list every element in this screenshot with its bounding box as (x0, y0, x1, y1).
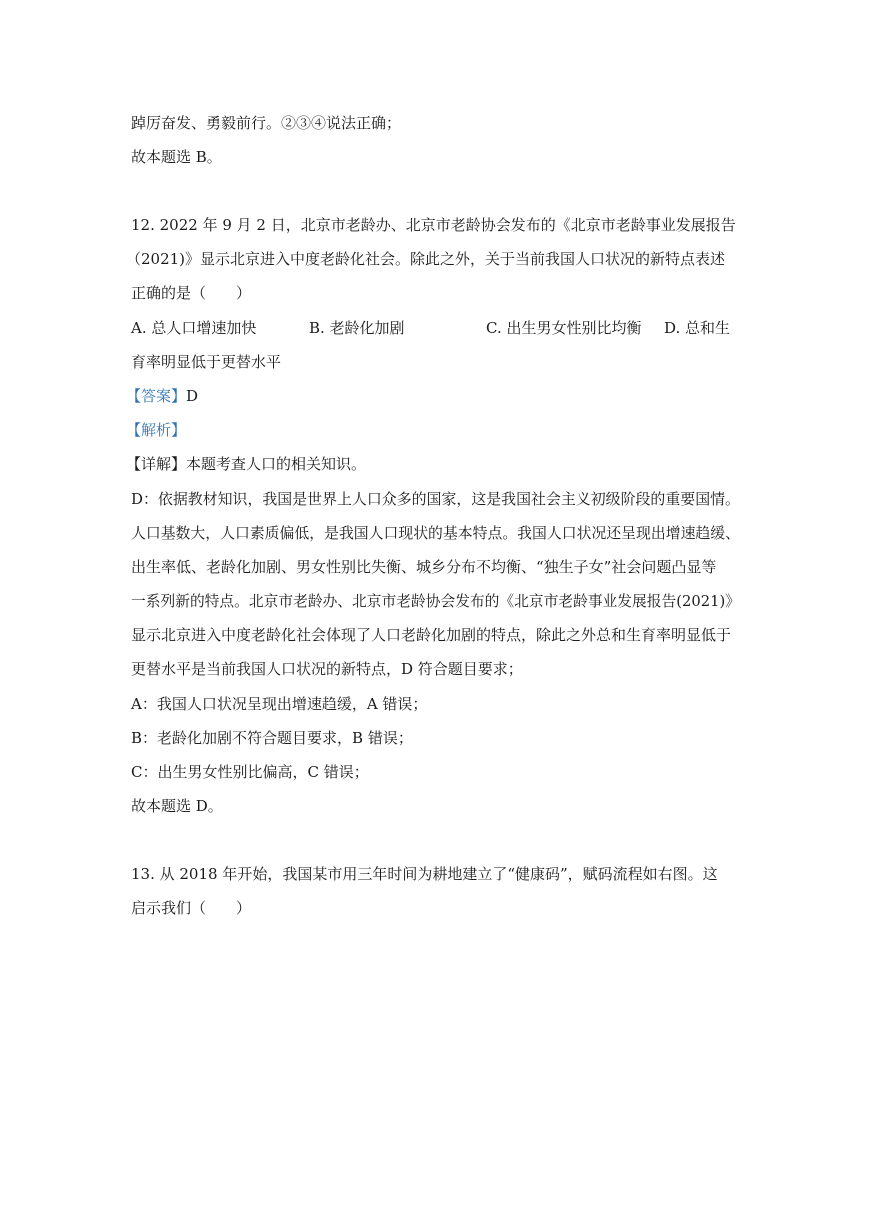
q12-stem-line-1: 12. 2022 年 9 月 2 日，北京市老龄办、北京市老龄协会发布的《北京市老龄事业发展报告 (131, 216, 736, 234)
q12-analysis-tag: 【解析】 (126, 421, 187, 439)
q12-explain-line-4: 一系列新的特点。北京市老龄办、北京市老龄协会发布的《北京市老龄事业发展报告(2021)》 (131, 592, 740, 610)
q12-stem-line-3: 正确的是（ ） (131, 284, 252, 302)
answer-tag: 【答案】 (126, 387, 187, 405)
q12-option-a: A. 总人口增速加快 (131, 319, 257, 337)
q12-option-c: C. 出生男女性别比均衡 (486, 319, 642, 337)
q12-option-b: B. 老龄化加剧 (309, 319, 405, 337)
q12-stem-line-2: （2021)》显示北京进入中度老龄化社会。除此之外，关于当前我国人口状况的新特点表述 (126, 250, 726, 268)
q12-answer (126, 386, 198, 406)
q12-explain-c: C：出生男女性别比偏高，C 错误； (131, 763, 369, 781)
q12-explain-line-2: 人口基数大，人口素质偏低，是我国人口现状的基本特点。我国人口状况还呈现出增速趋缓、 (131, 524, 740, 542)
q13-stem-line-1: 13. 从 2018 年开始，我国某市用三年时间为耕地建立了“健康码”，赋码流程如右图。这 (131, 865, 718, 883)
q12-detail: 【详解】本题考查人口的相关知识。 (126, 455, 367, 473)
q12-option-d: D. 总和生 (664, 319, 731, 337)
q12-explain-line-6: 更替水平是当前我国人口状况的新特点，D 符合题目要求； (131, 660, 523, 678)
q12-explain-a: A：我国人口状况呈现出增速趋缓，A 错误； (131, 695, 428, 713)
answer-value: D (186, 387, 199, 405)
q12-explain-b: B：老龄化加剧不符合题目要求，B 错误； (131, 729, 413, 747)
q12-explain-line-3: 出生率低、老龄化加剧、男女性别比失衡、城乡分布不均衡、“独生子女”社会问题凸显等 (131, 558, 717, 576)
q12-option-d-continued: 育率明显低于更替水平 (131, 353, 282, 371)
previous-answer-conclusion: 故本题选 B。 (131, 148, 222, 166)
q12-explain-line-5: 显示北京进入中度老龄化社会体现了人口老龄化加剧的特点，除此之外总和生育率明显低于 (131, 626, 732, 644)
q13-stem-line-2: 启示我们（ ） (131, 899, 252, 917)
previous-answer-line-1: 踔厉奋发、勇毅前行。②③④说法正确； (131, 114, 402, 132)
q12-explain-line-1: D：依据教材知识，我国是世界上人口众多的国家，这是我国社会主义初级阶段的重要国情。 (131, 490, 740, 508)
q12-conclusion: 故本题选 D。 (131, 797, 223, 815)
